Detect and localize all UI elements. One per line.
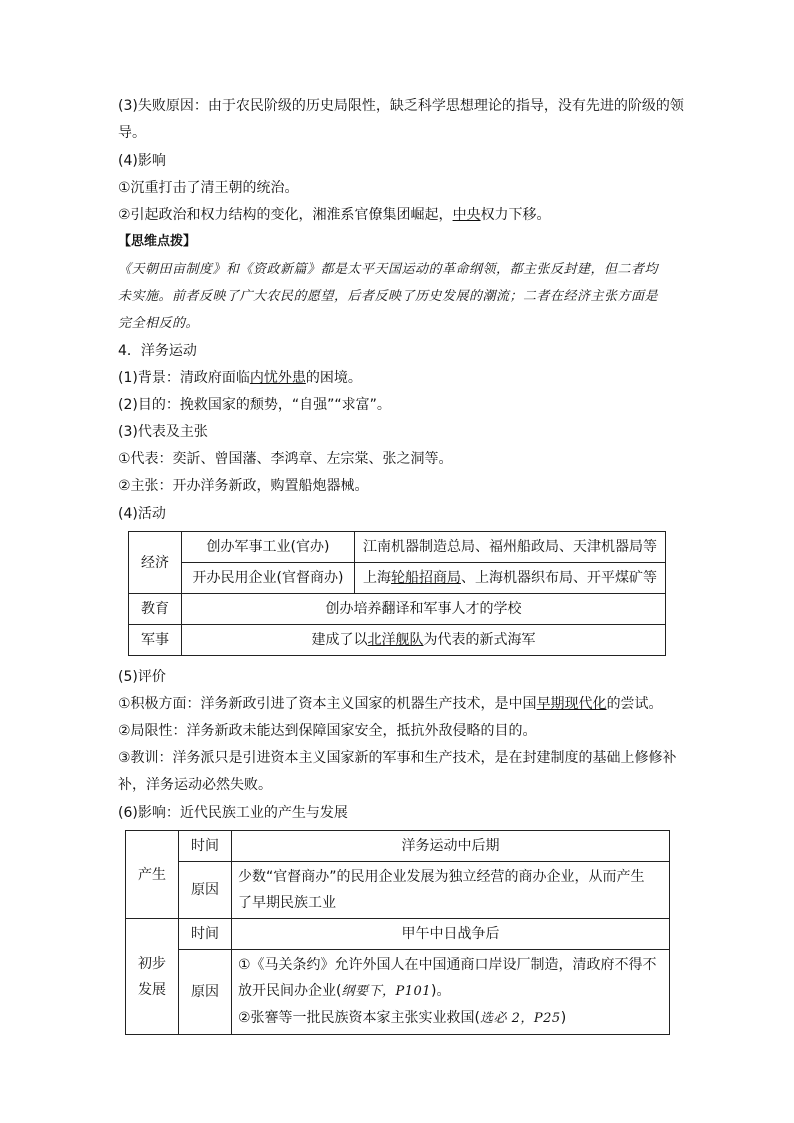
evaluation-lesson-2: 补，洋务运动必然失败。 bbox=[118, 777, 272, 793]
civ-underline: 轮船招商局 bbox=[391, 570, 461, 586]
evaluation-limitation: ②局限性：洋务新政未能达到保障国家安全，抵抗外敌侵略的目的。 bbox=[118, 723, 537, 739]
tip-line-1: 《天朝田亩制度》和《资政新篇》都是太平天国运动的革命纲领，都主张反封建，但二者均 bbox=[118, 262, 659, 277]
influence-item-2-b: 权力下移。 bbox=[480, 207, 551, 223]
cell-reason-value-1 bbox=[232, 862, 670, 919]
r2c-2: ) bbox=[560, 1010, 567, 1026]
cell-reason-value-2 bbox=[232, 950, 670, 1035]
cell-initial-development bbox=[126, 919, 179, 1035]
army-underline: 北洋舰队 bbox=[367, 632, 424, 648]
influence-item-2 bbox=[118, 206, 551, 224]
background-underline: 内忧外患 bbox=[249, 370, 306, 386]
cell-economy: 经济 bbox=[129, 532, 182, 594]
tip-title: 【思维点拨】 bbox=[118, 234, 197, 249]
representatives-heading: (3)代表及主张 bbox=[118, 424, 208, 440]
cell-military-content bbox=[182, 625, 666, 656]
evaluation-positive bbox=[118, 695, 663, 713]
section-4-title: 4．洋务运动 bbox=[118, 343, 197, 359]
influence-heading: (6)影响：近代民族工业的产生与发展 bbox=[118, 805, 348, 821]
r2b-2: )。 bbox=[431, 983, 451, 999]
r2b-source: 纲要下，P101 bbox=[341, 984, 432, 999]
cell-birth: 产生 bbox=[126, 831, 179, 919]
reason1-line-b: 了早期民族工业 bbox=[238, 895, 336, 911]
influence-item-2-a: ②引起政治和权力结构的变化，湘淮系官僚集团崛起， bbox=[118, 207, 453, 223]
background-a: (1)背景：清政府面临 bbox=[118, 370, 250, 386]
fail-reason-line2: 导。 bbox=[118, 125, 146, 141]
tip-line-2: 未实施。前者反映了广大农民的愿望，后者反映了历史发展的潮流；二者在经济主张方面是 bbox=[118, 289, 659, 304]
civ-a: 上海 bbox=[363, 570, 391, 586]
activities-heading: (4)活动 bbox=[118, 506, 166, 522]
reason2-line-b bbox=[238, 978, 663, 1005]
r2b-1: 放开民间办企业( bbox=[238, 983, 342, 999]
activities-table bbox=[128, 531, 666, 656]
reason1-line-a: 少数“官督商办”的民用企业发展为独立经营的商办企业，从而产生 bbox=[238, 869, 645, 885]
cell-reason-label-1: 原因 bbox=[179, 862, 232, 919]
cell-civil-industry: 开办民用企业(官督商办) bbox=[182, 563, 355, 594]
cell-civil-industry-examples bbox=[355, 563, 666, 594]
representatives-line: ①代表：奕訢、曾国藩、李鸿章、左宗棠、张之洞等。 bbox=[118, 451, 453, 467]
cell-time-value-1: 洋务运动中后期 bbox=[232, 831, 670, 862]
influence-item-1: ①沉重打击了清王朝的统治。 bbox=[118, 180, 299, 196]
tip-line-3: 完全相反的。 bbox=[118, 316, 200, 331]
army-a: 建成了以 bbox=[311, 632, 368, 648]
background-line bbox=[118, 369, 362, 387]
reason2-line-c bbox=[238, 1005, 663, 1032]
cell-education-content: 创办培养翻译和军事人才的学校 bbox=[182, 594, 666, 625]
initial-line-2: 发展 bbox=[138, 981, 166, 998]
eval-pos-a: ①积极方面：洋务新政引进了资本主义国家的机器生产技术，是中国 bbox=[118, 696, 537, 712]
cell-education: 教育 bbox=[129, 594, 182, 625]
background-b: 的困境。 bbox=[305, 370, 362, 386]
army-b: 为代表的新式海军 bbox=[423, 632, 536, 648]
claims-line: ②主张：开办洋务新政，购置船炮器械。 bbox=[118, 478, 369, 494]
cell-military: 军事 bbox=[129, 625, 182, 656]
fail-reason-line1: (3)失败原因：由于农民阶级的历史局限性，缺乏科学思想理论的指导，没有先进的阶级的领 bbox=[118, 98, 684, 114]
eval-pos-b: 的尝试。 bbox=[606, 696, 663, 712]
civ-b: 、上海机器织布局、开平煤矿等 bbox=[461, 570, 657, 586]
eval-pos-underline: 早期现代化 bbox=[536, 696, 607, 712]
evaluation-lesson-1: ③教训：洋务派只是引进资本主义国家新的军事和生产技术，是在封建制度的基础上修修补 bbox=[118, 750, 677, 766]
r2c-1: ②张謇等一批民族资本家主张实业救国( bbox=[238, 1010, 481, 1026]
cell-reason-label-2: 原因 bbox=[179, 950, 232, 1035]
initial-line-1: 初步 bbox=[138, 955, 166, 972]
cell-military-industry: 创办军事工业(官办) bbox=[182, 532, 355, 563]
influence-item-2-underline: 中央 bbox=[452, 207, 481, 223]
reason2-line-a: ①《马关条约》允许外国人在中国通商口岸设厂制造，清政府不得不 bbox=[238, 957, 657, 973]
purpose-line: (2)目的：挽救国家的颓势，“自强”“求富”。 bbox=[118, 397, 391, 413]
heading-influence: (4)影响 bbox=[118, 153, 166, 169]
r2c-source: 选必 2，P25 bbox=[480, 1011, 561, 1026]
cell-time-value-2: 甲午中日战争后 bbox=[232, 919, 670, 950]
national-industry-table bbox=[125, 830, 670, 1035]
cell-time-label-2: 时间 bbox=[179, 919, 232, 950]
evaluation-heading: (5)评价 bbox=[118, 669, 166, 685]
cell-military-industry-examples: 江南机器制造总局、福州船政局、天津机器局等 bbox=[355, 532, 666, 563]
cell-time-label-1: 时间 bbox=[179, 831, 232, 862]
